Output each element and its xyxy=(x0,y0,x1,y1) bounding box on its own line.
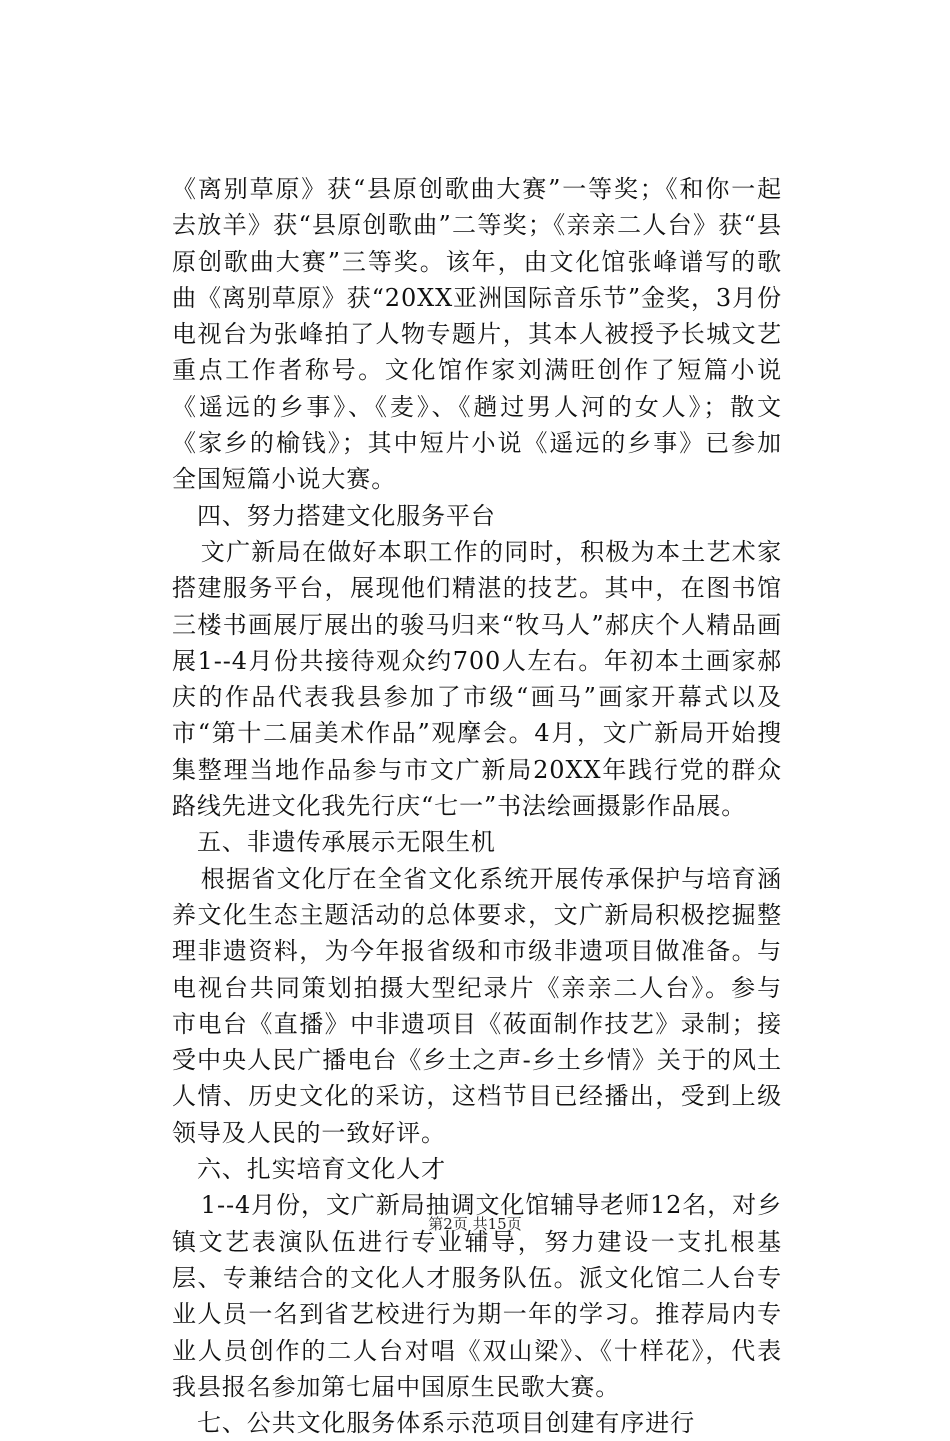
body-paragraph: 1--4月份，文广新局抽调文化馆辅导老师12名，对乡镇文艺表演队伍进行专业辅导，努力建设一支扎根基层、专兼结合的文化人才服务队伍。派文化馆二人台专业人员一名到省艺校进行为期一年的学习。推荐局内专业人员创作的二人台对唱《双山梁》、《十样花》，代表我县报名参加第七届中国原生民歌大赛。 xyxy=(172,1191,782,1401)
section-heading: 五、非遗传承展示无限生机 xyxy=(197,828,496,857)
body-paragraph: 根据省文化厅在全省文化系统开展传承保护与培育涵养文化生态主题活动的总体要求，文广新局积极挖掘整理非遗资料，为今年报省级和市级非遗项目做准备。与电视台共同策划拍摄大型纪录片《亲亲二人台》。参与市电台《直播》中非遗项目《莜面制作技艺》录制；接受中央人民广播电台《乡土之声-乡土乡情》关于的风土人情、历史文化的采访，这档节目已经播出，受到上级领导及人民的一致好评。 xyxy=(172,864,782,1147)
document-body xyxy=(172,171,782,1441)
body-paragraph: 文广新局在做好本职工作的同时，积极为本土艺术家搭建服务平台，展现他们精湛的技艺。其中，在图书馆三楼书画展厅展出的骏马归来“牧马人”郝庆个人精品画展1--4月份共接待观众约700人左右。年初本土画家郝庆的作品代表我县参加了市级“画马”画家开幕式以及市“第十二届美术作品”观摩会。4月，文广新局开始搜集整理当地作品参与市文广新局20XX年践行党的群众路线先进文化我先行庆“七一”书法绘画摄影作品展。 xyxy=(172,537,782,821)
body-paragraph: 《离别草原》获“县原创歌曲大赛”一等奖；《和你一起去放羊》获“县原创歌曲”二等奖；《亲亲二人台》获“县原创歌曲大赛”三等奖。该年，由文化馆张峰谱写的歌曲《离别草原》获“20XX亚洲国际音乐节”金奖，3月份电视台为张峰拍了人物专题片，其本人被授予长城文艺重点工作者称号。文化馆作家刘满旺创作了短篇小说《遥远的乡事》、《麦》、《趟过男人河的女人》；散文《家乡的榆钱》；其中短片小说《遥远的乡事》已参加全国短篇小说大赛。 xyxy=(172,175,782,494)
section-heading: 七、公共文化服务体系示范项目创建有序进行 xyxy=(197,1409,695,1438)
page-number-footer: 第2页 共15页 xyxy=(428,1215,522,1233)
section-heading: 四、努力搭建文化服务平台 xyxy=(197,501,496,530)
section-heading: 六、扎实培育文化人才 xyxy=(197,1155,446,1184)
